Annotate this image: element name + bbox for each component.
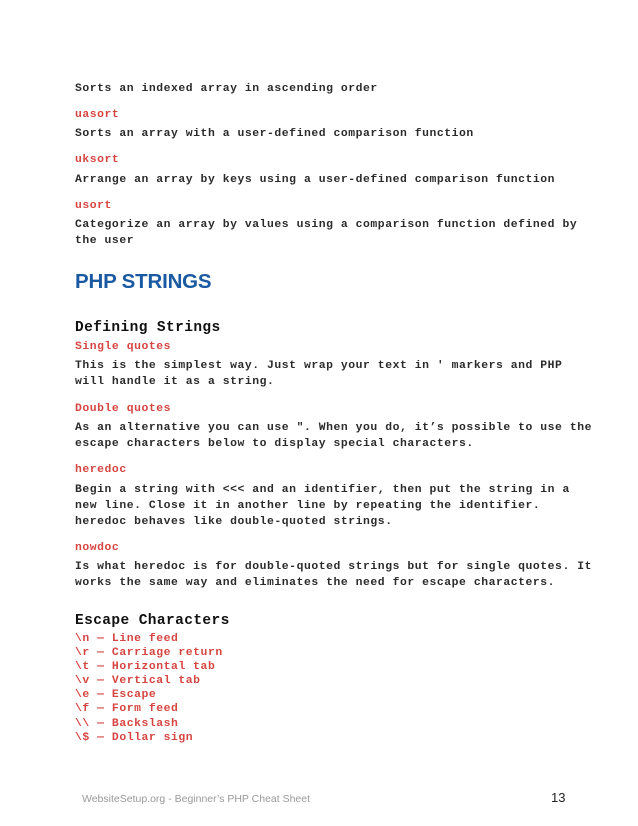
function-name-uasort: uasort [75, 109, 120, 121]
function-name-usort: usort [75, 200, 112, 212]
double-quotes-label: Double quotes [75, 403, 172, 415]
escape-characters-heading: Escape Characters [75, 613, 230, 629]
escape-item-form-feed: \f — Form feed [75, 703, 179, 716]
escape-item-carriage-return: \r — Carriage return [75, 647, 223, 660]
function-desc-uasort: Sorts an array with a user-defined comparison function [75, 128, 474, 140]
function-name-uksort: uksort [75, 154, 120, 166]
escape-item-vertical-tab: \v — Vertical tab [75, 675, 201, 688]
single-quotes-line1: This is the simplest way. Just wrap your text in ' markers and PHP [75, 360, 563, 372]
single-quotes-label: Single quotes [75, 341, 172, 353]
nowdoc-line1: Is what heredoc is for double-quoted strings but for single quotes. It [75, 561, 592, 573]
section-title: PHP STRINGS [75, 270, 212, 293]
function-desc-usort-line1: Categorize an array by values using a comparison function defined by [75, 219, 578, 231]
escape-item-line-feed: \n — Line feed [75, 633, 179, 645]
escape-item-dollar-sign: \$ — Dollar sign [75, 731, 194, 744]
heredoc-line1: Begin a string with <<< and an identifier, then put the string in a [75, 484, 570, 496]
page-number: 13 [551, 790, 566, 805]
heredoc-label: heredoc [75, 464, 127, 476]
escape-item-horizontal-tab: \t — Horizontal tab [75, 661, 216, 674]
escape-characters-list [75, 632, 223, 745]
heredoc-line2: new line. Close it in another line by repeating the identifier. [75, 500, 541, 512]
heredoc-line3: heredoc behaves like double-quoted strings. [75, 516, 393, 528]
escape-item-escape: \e — Escape [75, 689, 157, 702]
nowdoc-line2: works the same way and eliminates the need for escape characters. [75, 577, 556, 589]
defining-strings-heading: Defining Strings [75, 320, 221, 336]
single-quotes-line2: will handle it as a string. [75, 376, 275, 388]
double-quotes-line2: escape characters below to display special characters. [75, 438, 474, 450]
escape-item-backslash: \\ — Backslash [75, 717, 179, 730]
nowdoc-label: nowdoc [75, 542, 120, 554]
function-desc-uksort: Arrange an array by keys using a user-defined comparison function [75, 174, 556, 186]
function-desc-usort-line2: the user [75, 235, 135, 247]
array-function-desc: Sorts an indexed array in ascending order [75, 83, 378, 95]
double-quotes-line1: As an alternative you can use ". When you do, it’s possible to use the [75, 422, 592, 434]
footer-text: WebsiteSetup.org - Beginner’s PHP Cheat Sheet [82, 793, 311, 805]
